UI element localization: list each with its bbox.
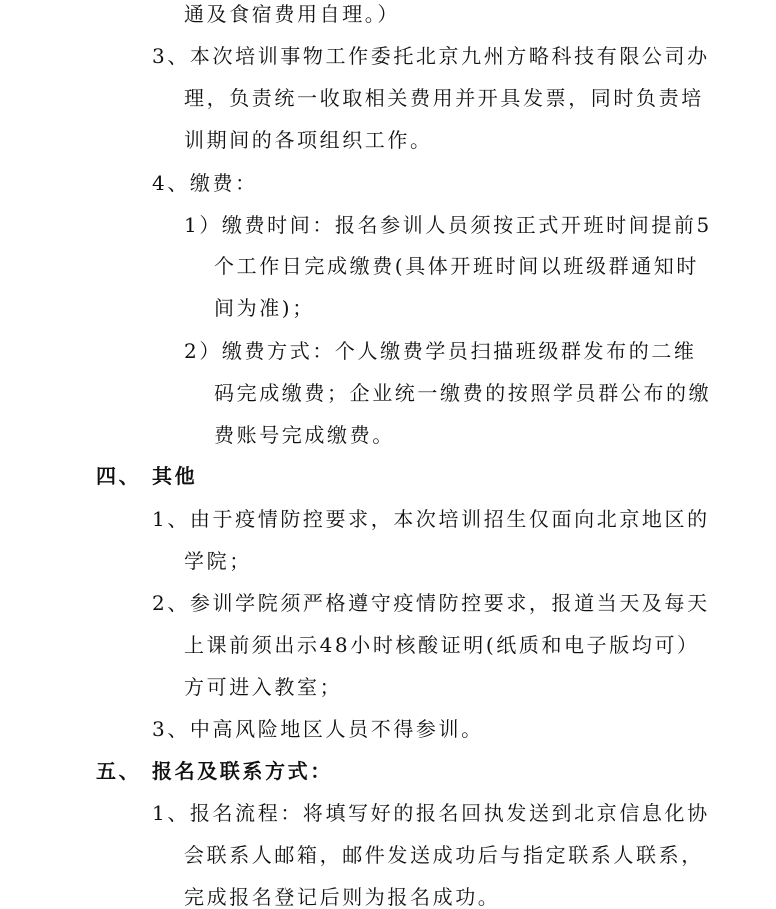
list-item-4: 4、缴费： <box>152 171 258 195</box>
text-line: 会联系人邮箱，邮件发送成功后与指定联系人联系， <box>184 843 704 867</box>
list-item-1: 1、报名流程：将填写好的报名回执发送到北京信息化协 <box>152 801 710 825</box>
text-line: 上课前须出示48小时核酸证明(纸质和电子版均可） <box>184 633 700 657</box>
text-line: 码完成缴费；企业统一缴费的按照学员群公布的缴 <box>214 381 712 405</box>
text-line: 方可进入教室； <box>184 675 343 699</box>
text-line: 通及食宿费用自理。） <box>184 2 400 26</box>
text-line: 费账号完成缴费。 <box>214 423 395 447</box>
sub-item-1: 1）缴费时间：报名参训人员须按正式开班时间提前5 <box>184 213 712 237</box>
list-item-3: 3、中高风险地区人员不得参训。 <box>152 717 484 741</box>
text-line: 间为准)； <box>214 296 315 320</box>
text-line: 理，负责统一收取相关费用并开具发票，同时负责培 <box>184 86 704 110</box>
text-line: 训期间的各项组织工作。 <box>184 128 433 152</box>
text-line: 个工作日完成缴费(具体开班时间以班级群通知时 <box>214 254 700 278</box>
section-title-registration: 报名及联系方式： <box>152 759 333 783</box>
text-line: 学院； <box>184 549 252 573</box>
sub-item-2: 2）缴费方式：个人缴费学员扫描班级群发布的二维 <box>184 339 697 363</box>
section-number-five: 五、 <box>96 759 142 783</box>
list-item-1: 1、由于疫情防控要求，本次培训招生仅面向北京地区的 <box>152 507 710 531</box>
text-line: 完成报名登记后则为报名成功。 <box>184 885 501 909</box>
section-title-other: 其他 <box>152 464 198 488</box>
list-item-3: 3、本次培训事物工作委托北京九州方略科技有限公司办 <box>152 44 710 68</box>
list-item-2: 2、参训学院须严格遵守疫情防控要求，报道当天及每天 <box>152 591 710 615</box>
section-number-four: 四、 <box>96 464 142 488</box>
